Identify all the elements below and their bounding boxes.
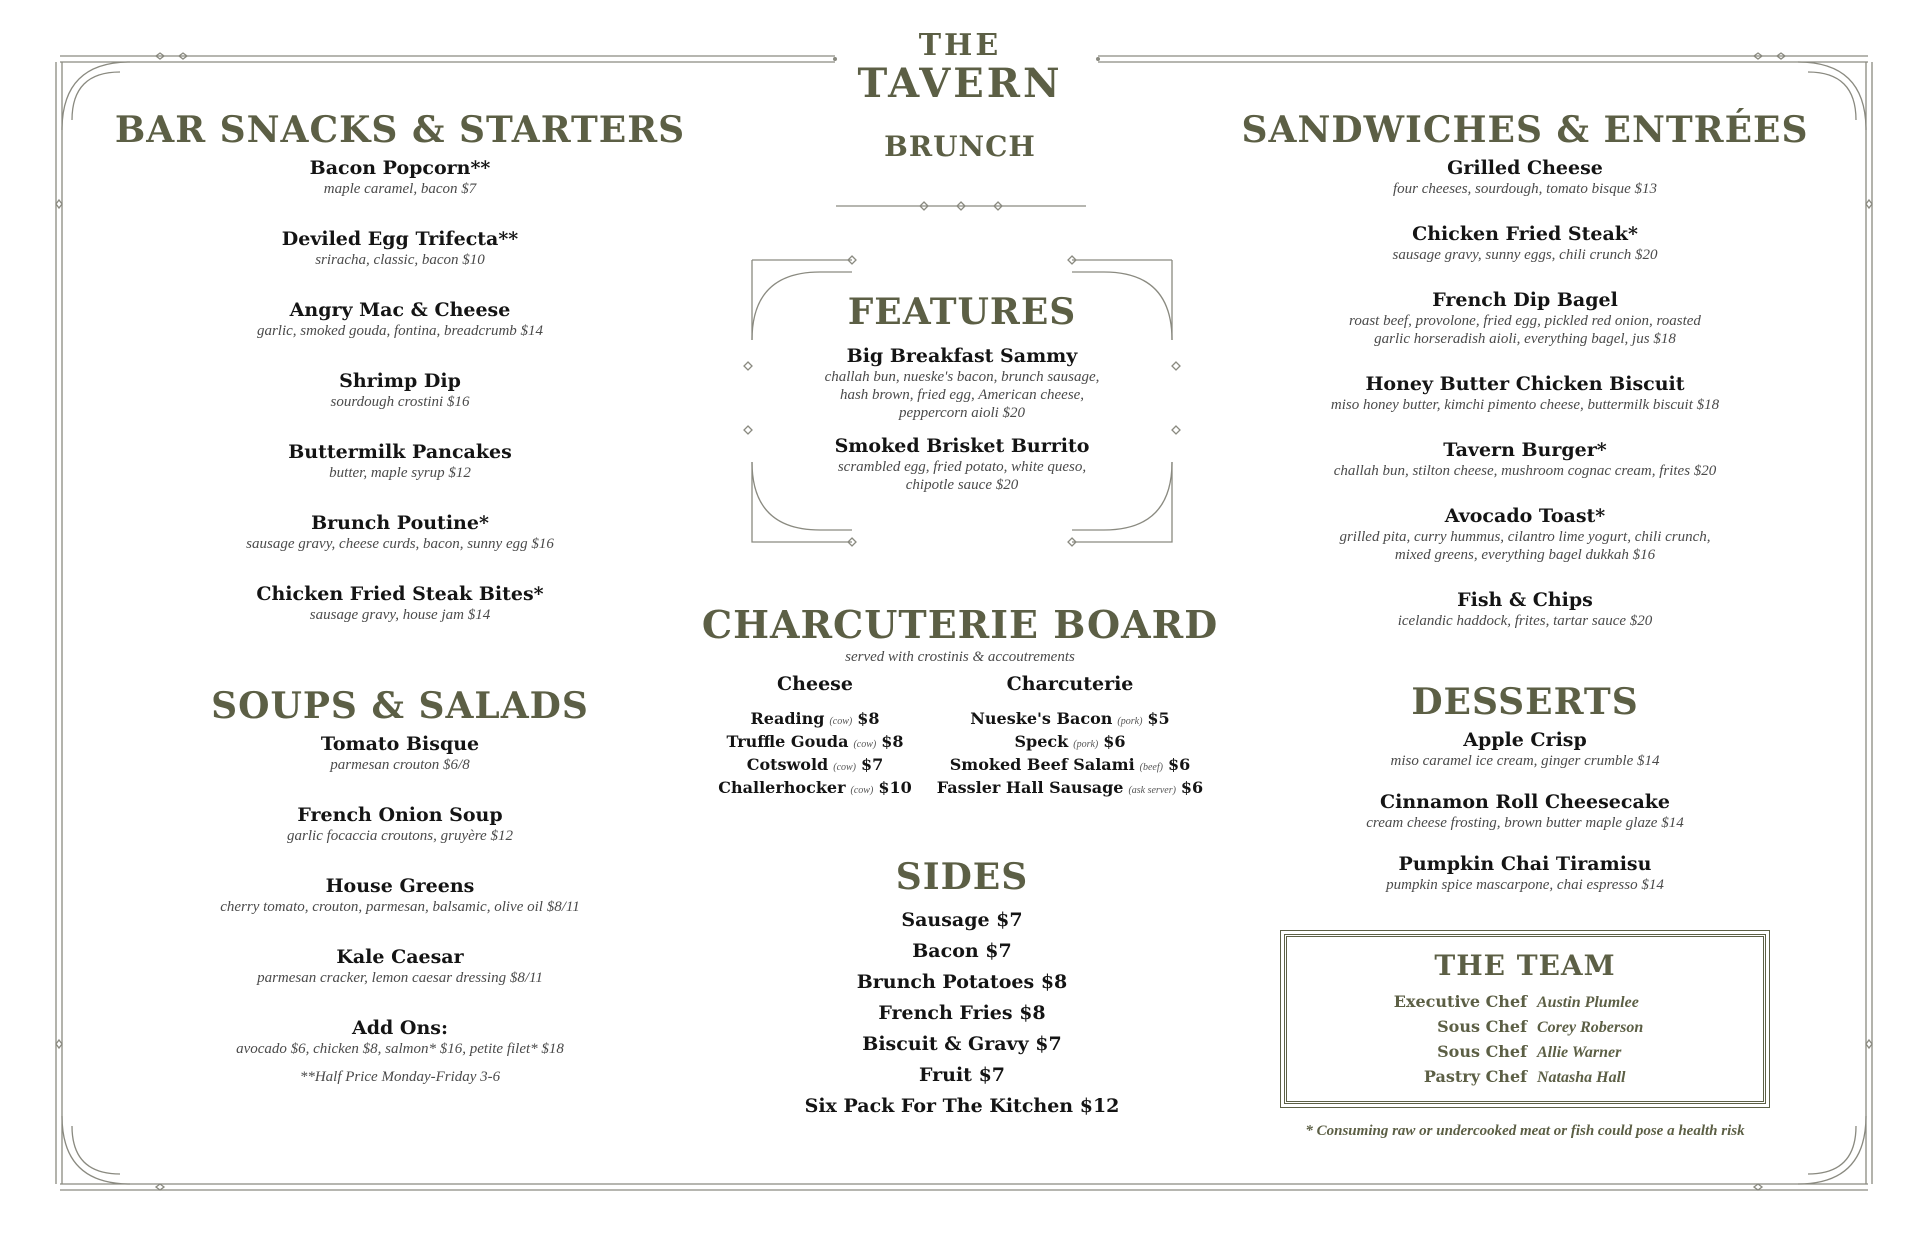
section-title: FEATURES [847, 291, 1077, 333]
team-member [1287, 1039, 1763, 1064]
item-name: Fish & Chips [1457, 589, 1593, 611]
team-role: Executive Chef [1393, 992, 1527, 1011]
section-title: DESSERTS [1411, 681, 1639, 723]
board-item-name: Challerhocker [718, 778, 846, 797]
item-description: avocado $6, chicken $8, salmon* $16, petite filet* $18 [236, 1041, 564, 1057]
item-description: garlic focaccia croutons, gruyère $12 [287, 828, 513, 844]
sandwiches-section [1225, 104, 1825, 630]
item-description: icelandic haddock, frites, tartar sauce $20 [1397, 613, 1653, 629]
item-description: roast beef, provolone, fried egg, pickled red onion, roasted [1349, 313, 1701, 329]
board-item-price: $5 [1147, 709, 1170, 728]
board-item-price: $6 [1167, 755, 1191, 774]
features-section [762, 290, 1162, 494]
board-item-name: Truffle Gouda [726, 732, 849, 751]
item-name: House Greens [325, 875, 475, 897]
item-name: Tomato Bisque [320, 733, 480, 755]
item-description: sriracha, classic, bacon $10 [315, 252, 485, 268]
team-name: Allie Warner [1537, 1044, 1622, 1061]
menu-item [1225, 588, 1825, 630]
item-description: chipotle sauce $20 [905, 477, 1019, 493]
item-name: Chicken Fried Steak* [1412, 223, 1638, 245]
item-description: parmesan crouton $6/8 [330, 757, 470, 773]
board-item-name: Smoked Beef Salami [949, 755, 1135, 774]
item-description: grilled pita, curry hummus, cilantro lime yogurt, chili crunch, [1339, 529, 1711, 545]
item-description: garlic horseradish aioli, everything bagel, jus $18 [1374, 331, 1676, 347]
item-name: Smoked Brisket Burrito [834, 435, 1090, 457]
logo-line-2: TAVERN [857, 60, 1063, 107]
side-item: Biscuit & Gravy $7 [862, 1033, 1062, 1055]
soups-salads-section [100, 680, 700, 1086]
menu-item [100, 440, 700, 482]
menu-item [100, 227, 700, 269]
item-name: Deviled Egg Trifecta** [281, 228, 519, 250]
bar-snacks-section [100, 104, 700, 624]
board-item-name: Nueske's Bacon [970, 709, 1113, 728]
team-member [1287, 1014, 1763, 1039]
item-name: Honey Butter Chicken Biscuit [1365, 373, 1685, 395]
soups-salads-list [100, 732, 700, 1058]
side-item: Fruit $7 [918, 1064, 1006, 1086]
menu-item [100, 874, 700, 916]
board-item-note: (ask server) [1128, 785, 1176, 796]
item-description: sausage gravy, cheese curds, bacon, sunny egg $16 [246, 536, 554, 552]
features-list [762, 344, 1162, 494]
board-item-price: $7 [861, 755, 884, 774]
item-description: challah bun, stilton cheese, mushroom cognac cream, frites $20 [1333, 463, 1717, 479]
footnote: **Half Price Monday-Friday 3-6 [299, 1069, 501, 1085]
board-item [935, 753, 1205, 776]
item-description: miso honey butter, kimchi pimento cheese, buttermilk biscuit $18 [1330, 397, 1720, 413]
disclaimer: * Consuming raw or undercooked meat or fish could pose a health risk [1305, 1123, 1745, 1139]
item-name: Chicken Fried Steak Bites* [256, 583, 544, 605]
menu-item [1225, 852, 1825, 894]
board-item-note: (cow) [833, 762, 857, 773]
item-description: pumpkin spice mascarpone, chai espresso $14 [1386, 877, 1664, 893]
board-item [700, 776, 930, 799]
item-description: cream cheese frosting, brown butter maple glaze $14 [1366, 815, 1684, 831]
cheese-list [700, 707, 930, 799]
board-item-note: (beef) [1139, 762, 1163, 773]
side-item: Six Pack For The Kitchen $12 [804, 1095, 1120, 1117]
item-description: sausage gravy, house jam $14 [309, 607, 491, 623]
charcuterie-heading: Charcuterie [1006, 673, 1134, 695]
menu-item [100, 945, 700, 987]
item-name: Buttermilk Pancakes [288, 441, 512, 463]
item-description: hash brown, fried egg, American cheese, [839, 387, 1085, 403]
board-item-name: Reading [750, 709, 825, 728]
board-item [700, 707, 930, 730]
team-role: Sous Chef [1437, 1042, 1527, 1061]
charcuterie-list [935, 707, 1205, 799]
menu-item [762, 344, 1162, 422]
item-name: Tavern Burger* [1443, 439, 1607, 461]
item-name: Shrimp Dip [339, 370, 461, 392]
section-title: SIDES [895, 856, 1029, 898]
board-item [700, 753, 930, 776]
board-item-name: Fassler Hall Sausage [936, 778, 1124, 797]
menu-item [762, 434, 1162, 494]
item-description: sourdough crostini $16 [330, 394, 470, 410]
menu-item [100, 803, 700, 845]
logo-line-1: THE [918, 28, 1002, 63]
menu-item [1225, 288, 1825, 348]
item-name: Add Ons: [351, 1017, 448, 1039]
side-item: French Fries $8 [878, 1002, 1046, 1024]
board-item-note: (cow) [850, 785, 874, 796]
menu-item [100, 156, 700, 198]
board-item [935, 776, 1205, 799]
item-name: Brunch Poutine* [311, 512, 489, 534]
side-item: Brunch Potatoes $8 [856, 971, 1068, 993]
bar-snacks-list [100, 156, 700, 624]
team-name: Natasha Hall [1537, 1069, 1626, 1086]
section-subtitle: served with crostinis & accoutrements [845, 649, 1075, 665]
board-item-price: $10 [878, 778, 912, 797]
menu-item [100, 582, 700, 624]
menu-item [1225, 438, 1825, 480]
item-name: Pumpkin Chai Tiramisu [1398, 853, 1652, 875]
board-item-name: Speck [1014, 732, 1069, 751]
item-name: Grilled Cheese [1447, 157, 1603, 179]
item-name: Avocado Toast* [1444, 505, 1606, 527]
logo [840, 30, 1080, 106]
team-name: Austin Plumlee [1537, 994, 1639, 1011]
item-description: miso caramel ice cream, ginger crumble $14 [1390, 753, 1660, 769]
side-item: Sausage $7 [901, 909, 1023, 931]
team-role: Pastry Chef [1423, 1067, 1527, 1086]
menu-item [100, 1016, 700, 1058]
team-list [1287, 989, 1763, 1089]
board-item-note: (cow) [853, 739, 877, 750]
board-item-price: $6 [1180, 778, 1204, 797]
desserts-list [1225, 728, 1825, 894]
menu-item [1225, 372, 1825, 414]
menu-item [1225, 728, 1825, 770]
menu-item [1225, 504, 1825, 564]
item-name: French Dip Bagel [1432, 289, 1618, 311]
item-name: Cinnamon Roll Cheesecake [1379, 791, 1671, 813]
board-item-note: (pork) [1073, 739, 1099, 750]
section-title: SANDWICHES & ENTRÉES [1241, 109, 1809, 151]
item-description: parmesan cracker, lemon caesar dressing $8/11 [257, 970, 543, 986]
item-name: Kale Caesar [336, 946, 464, 968]
board-item-note: (cow) [829, 716, 853, 727]
item-description: cherry tomato, crouton, parmesan, balsamic, olive oil $8/11 [220, 899, 580, 915]
item-description: mixed greens, everything bagel dukkah $16 [1394, 547, 1656, 563]
item-name: Apple Crisp [1463, 729, 1587, 751]
sandwiches-list [1225, 156, 1825, 630]
board-item-price: $8 [857, 709, 880, 728]
item-description: sausage gravy, sunny eggs, chili crunch $20 [1392, 247, 1658, 263]
sides-list [762, 905, 1162, 1122]
team-title: THE TEAM [1434, 949, 1616, 982]
menu-item [1225, 222, 1825, 264]
board-item-price: $6 [1103, 732, 1126, 751]
item-description: four cheeses, sourdough, tomato bisque $13 [1392, 181, 1657, 197]
section-title: CHARCUTERIE BOARD [701, 602, 1219, 647]
item-description: scrambled egg, fried potato, white queso, [837, 459, 1087, 475]
menu-item [100, 369, 700, 411]
item-name: Big Breakfast Sammy [846, 345, 1078, 367]
section-title: BAR SNACKS & STARTERS [114, 109, 686, 151]
section-title: SOUPS & SALADS [211, 685, 589, 727]
menu-item [100, 298, 700, 340]
item-name: Bacon Popcorn** [309, 157, 491, 179]
menu-item [100, 511, 700, 553]
menu-item [1225, 156, 1825, 198]
item-name: French Onion Soup [297, 804, 503, 826]
item-description: butter, maple syrup $12 [329, 465, 471, 481]
board-item [700, 730, 930, 753]
team-role: Sous Chef [1437, 1017, 1527, 1036]
team-box [1284, 934, 1766, 1104]
team-name: Corey Roberson [1537, 1019, 1644, 1036]
board-item-note: (pork) [1117, 716, 1143, 727]
item-description: challah bun, nueske's bacon, brunch sausage, [824, 369, 1100, 385]
board-item [935, 730, 1205, 753]
item-name: Angry Mac & Cheese [289, 299, 511, 321]
team-member [1287, 989, 1763, 1014]
charcuterie-section [700, 602, 1220, 666]
item-description: maple caramel, bacon $7 [323, 181, 477, 197]
desserts-section [1225, 676, 1825, 894]
sides-section [762, 853, 1162, 1122]
item-description: garlic, smoked gouda, fontina, breadcrumb $14 [256, 323, 544, 339]
board-item-price: $8 [881, 732, 904, 751]
team-member [1287, 1064, 1763, 1089]
board-item-name: Cotswold [746, 755, 829, 774]
menu-item [100, 732, 700, 774]
board-item [935, 707, 1205, 730]
cheese-heading: Cheese [777, 673, 853, 695]
menu-label: BRUNCH [884, 130, 1036, 163]
menu-item [1225, 790, 1825, 832]
side-item: Bacon $7 [912, 940, 1012, 962]
item-description: peppercorn aioli $20 [898, 405, 1026, 421]
